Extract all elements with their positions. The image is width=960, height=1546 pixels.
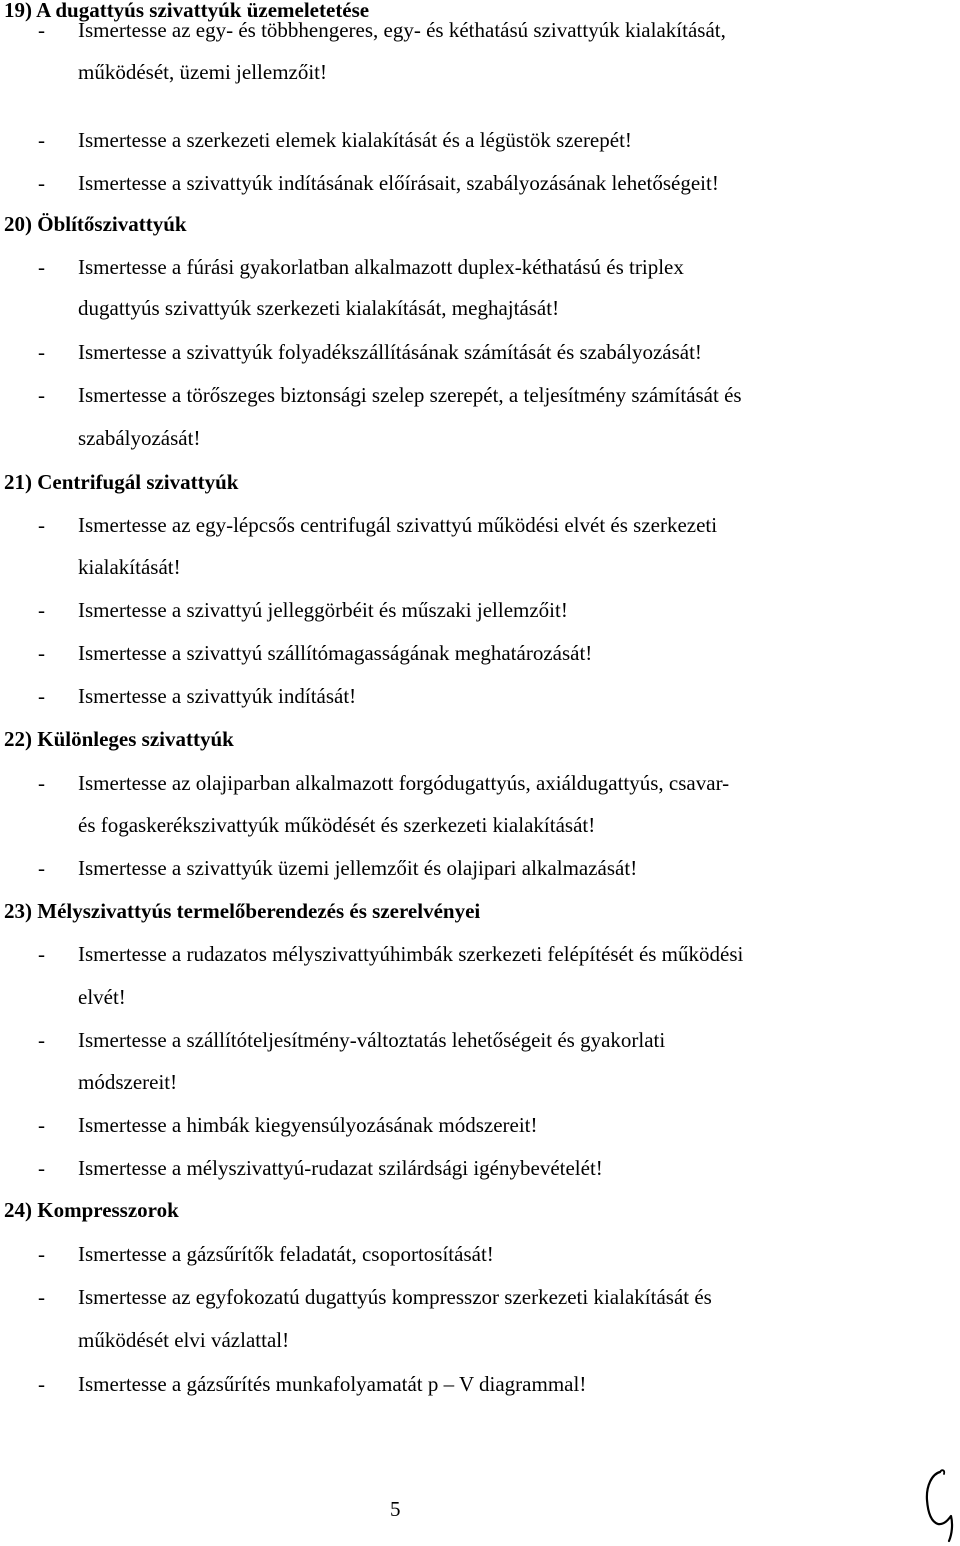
list-item-line: Ismertesse a mélyszivattyú-rudazat szilárdsági igénybevételét! [78, 1156, 603, 1180]
section-heading: 24) Kompresszorok [4, 1198, 179, 1222]
list-bullet: - [38, 856, 45, 880]
list-item-line: működését, üzemi jellemzőit! [78, 60, 328, 84]
list-bullet: - [38, 255, 45, 279]
list-item-line: Ismertesse az egyfokozatú dugattyús kompresszor szerkezeti kialakítását és [78, 1285, 712, 1309]
section-heading: 20) Öblítőszivattyúk [4, 212, 187, 236]
handwritten-signature [918, 1464, 958, 1544]
list-bullet: - [38, 513, 45, 537]
list-bullet: - [38, 128, 45, 152]
list-bullet: - [38, 18, 45, 42]
list-item-line: Ismertesse a szivattyú jelleggörbéit és műszaki jellemzőit! [78, 598, 568, 622]
section-heading: 23) Mélyszivattyús termelőberendezés és szerelvényei [4, 899, 481, 923]
section-heading: 19) A dugattyús szivattyúk üzemeletetése [4, 0, 370, 22]
page-number: 5 [390, 1497, 401, 1521]
list-bullet: - [38, 684, 45, 708]
list-bullet: - [38, 1156, 45, 1180]
list-item-line: elvét! [78, 985, 126, 1009]
list-item-line: és fogaskerékszivattyúk működését és szerkezeti kialakítását! [78, 813, 596, 837]
list-bullet: - [38, 942, 45, 966]
list-item-line: Ismertesse az olajiparban alkalmazott forgódugattyús, axiáldugattyús, csavar- [78, 771, 730, 795]
list-item-line: Ismertesse a törőszeges biztonsági szelep szerepét, a teljesítmény számítását és [78, 383, 742, 407]
list-item-line: működését elvi vázlattal! [78, 1328, 290, 1352]
list-bullet: - [38, 171, 45, 195]
list-item-line: Ismertesse a rudazatos mélyszivattyúhimbák szerkezeti felépítését és működési [78, 942, 744, 966]
list-item-line: Ismertesse a szivattyúk folyadékszállításának számítását és szabályozását! [78, 340, 702, 364]
list-bullet: - [38, 340, 45, 364]
list-bullet: - [38, 383, 45, 407]
list-item-line: Ismertesse a himbák kiegyensúlyozásának módszereit! [78, 1113, 538, 1137]
list-item-line: Ismertesse a gázsűrítés munkafolyamatát p – V diagrammal! [78, 1372, 587, 1396]
list-item-line: szabályozását! [78, 426, 201, 450]
list-item-line: Ismertesse a szerkezeti elemek kialakítását és a légüstök szerepét! [78, 128, 632, 152]
list-bullet: - [38, 598, 45, 622]
list-bullet: - [38, 771, 45, 795]
list-item-line: Ismertesse az egy-lépcsős centrifugál szivattyú működési elvét és szerkezeti [78, 513, 718, 537]
section-heading: 21) Centrifugál szivattyúk [4, 470, 239, 494]
list-item-line: módszereit! [78, 1070, 178, 1094]
list-bullet: - [38, 1113, 45, 1137]
list-item-line: dugattyús szivattyúk szerkezeti kialakítását, meghajtását! [78, 296, 560, 320]
list-bullet: - [38, 1372, 45, 1396]
list-item-line: Ismertesse a szivattyúk indításának előírásait, szabályozásának lehetőségeit! [78, 171, 719, 195]
list-bullet: - [38, 1028, 45, 1052]
list-item-line: Ismertesse az egy- és többhengeres, egy- és kéthatású szivattyúk kialakítását, [78, 18, 726, 42]
list-item-line: kialakítását! [78, 555, 181, 579]
list-bullet: - [38, 1242, 45, 1266]
list-item-line: Ismertesse a szivattyúk indítását! [78, 684, 357, 708]
list-item-line: Ismertesse a szivattyúk üzemi jellemzőit és olajipari alkalmazását! [78, 856, 638, 880]
list-item-line: Ismertesse a fúrási gyakorlatban alkalmazott duplex-kéthatású és triplex [78, 255, 684, 279]
list-bullet: - [38, 1285, 45, 1309]
list-item-line: Ismertesse a szállítóteljesítmény-változtatás lehetőségeit és gyakorlati [78, 1028, 666, 1052]
list-item-line: Ismertesse a gázsűrítők feladatát, csoportosítását! [78, 1242, 494, 1266]
section-heading: 22) Különleges szivattyúk [4, 727, 234, 751]
list-item-line: Ismertesse a szivattyú szállítómagasságának meghatározását! [78, 641, 593, 665]
list-bullet: - [38, 641, 45, 665]
